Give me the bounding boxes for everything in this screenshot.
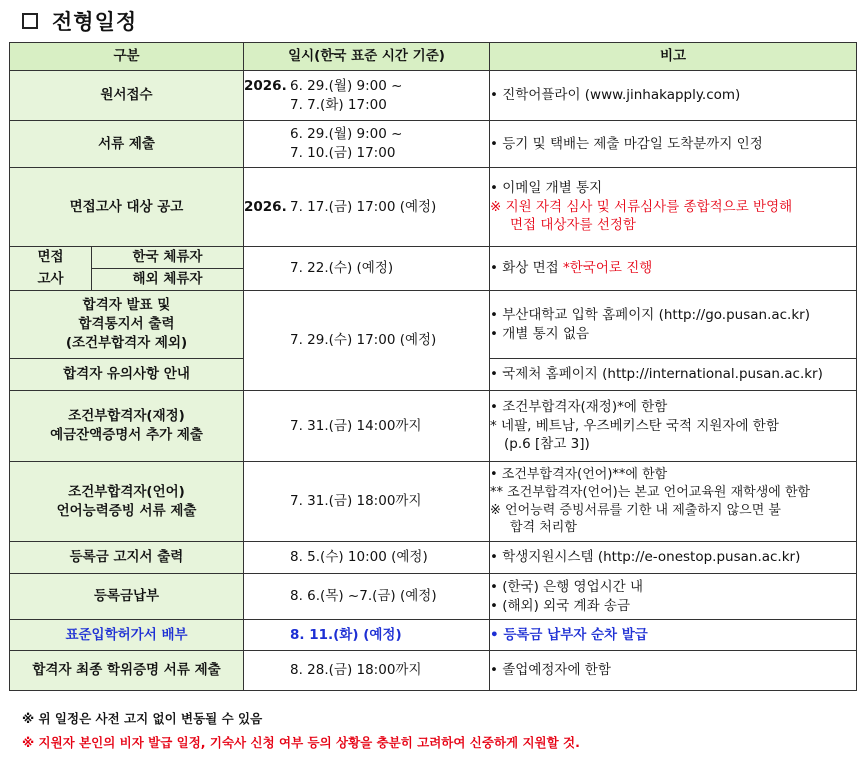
note-warning: ※ 지원 자격 심사 및 서류심사를 종합적으로 반영해 [490, 198, 793, 215]
note-line: • 화상 면접 [490, 260, 564, 277]
row-note [490, 291, 857, 359]
date-line: 6. 29.(월) 9:00 ~ [290, 77, 403, 94]
row-date [244, 291, 490, 391]
year-label: 2026. [244, 198, 287, 215]
row-note: • 진학어플라이 (www.jinhakapply.com) [490, 71, 857, 121]
table-row [10, 542, 857, 574]
row-date [244, 620, 490, 651]
row-category: 등록금납부 [10, 574, 244, 620]
row-date [244, 542, 490, 574]
table-header-row [10, 43, 857, 71]
checkbox-icon [22, 13, 38, 29]
category-line: 합격자 발표 및 [82, 297, 171, 314]
row-category: 등록금 고지서 출력 [10, 542, 244, 574]
note-warning: 면접 대상자를 선정함 [510, 217, 636, 234]
row-note [490, 391, 857, 462]
schedule-table [9, 42, 857, 691]
row-category: 면접고사 대상 공고 [10, 168, 244, 247]
table-row [10, 168, 857, 247]
note-line: • (해외) 외국 계좌 송금 [490, 597, 630, 614]
date-line: 7. 22.(수) (예정) [290, 260, 394, 277]
row-note: • 등기 및 택배는 제출 마감일 도착분까지 인정 [490, 121, 857, 168]
header-datetime: 일시(한국 표준 시간 기준) [244, 43, 490, 71]
date-line: 8. 5.(수) 10:00 (예정) [290, 549, 428, 566]
year-label: 2026. [244, 77, 287, 94]
section-title [22, 6, 137, 36]
category-line: 예금잔액증명서 추가 제출 [50, 427, 203, 443]
category-line: 조건부합격자(재정) [68, 408, 185, 425]
category-line: 합격통지서 출력 [78, 316, 175, 333]
note-line: • 개별 통지 없음 [490, 325, 590, 342]
row-category [10, 291, 244, 359]
row-note [490, 247, 857, 291]
date-line: 8. 11.(화) (예정) [290, 626, 402, 643]
note-line: • 조건부합격자(언어)**에 한함 [490, 467, 668, 483]
row-date [244, 462, 490, 542]
table-row [10, 391, 857, 462]
date-line: 7. 7.(화) 17:00 [290, 96, 387, 113]
row-note: • 국제처 홈페이지 (http://international.pusan.ac.kr) [490, 359, 857, 391]
header-note: 비고 [490, 43, 857, 71]
row-date [244, 574, 490, 620]
row-date [244, 247, 490, 291]
category-line: 언어능력증빙 서류 제출 [56, 502, 197, 519]
note-line: • 부산대학교 입학 홈페이지 (http://go.pusan.ac.kr) [490, 306, 810, 323]
row-date [244, 121, 490, 168]
row-category: 서류 제출 [10, 121, 244, 168]
row-category: 원서접수 [10, 71, 244, 121]
table-row [10, 462, 857, 542]
row-note: • 학생지원시스템 (http://e-onestop.pusan.ac.kr) [490, 542, 857, 574]
row-date [244, 391, 490, 462]
page-title: 전형일정 [52, 10, 138, 34]
footnote-1: ※ 위 일정은 사전 고지 없이 변동될 수 있음 [22, 711, 263, 726]
note-line: ※ 언어능력 증빙서류를 기한 내 제출하지 않으면 불 [490, 502, 781, 518]
note-highlight: *한국어로 진행 [563, 260, 653, 277]
row-note [490, 168, 857, 247]
row-category-interview: 고사 [10, 269, 92, 291]
note-line: (p.6 [참고 3]) [504, 436, 590, 453]
category-line: 조건부합격자(언어) [68, 483, 185, 500]
row-subcategory: 한국 체류자 [92, 247, 244, 269]
row-date [244, 71, 490, 121]
date-line: 7. 29.(수) 17:00 (예정) [290, 332, 437, 349]
date-line: 6. 29.(월) 9:00 ~ [290, 126, 403, 143]
row-note [490, 574, 857, 620]
table-row [10, 574, 857, 620]
header-category: 구분 [10, 43, 244, 71]
row-category: 표준입학허가서 배부 [10, 620, 244, 651]
note-line: • (한국) 은행 영업시간 내 [490, 578, 644, 595]
note-line: * 네팔, 베트남, 우즈베키스탄 국적 지원자에 한함 [490, 417, 779, 434]
date-line: 8. 28.(금) 18:00까지 [290, 662, 422, 679]
date-line: 7. 17.(금) 17:00 (예정) [290, 198, 437, 215]
row-date [244, 651, 490, 691]
table-row [10, 121, 857, 168]
row-category-interview: 면접 [10, 247, 92, 269]
row-category: 합격자 유의사항 안내 [10, 359, 244, 391]
row-category: 합격자 최종 학위증명 서류 제출 [10, 651, 244, 691]
date-line: 7. 31.(금) 14:00까지 [290, 417, 422, 434]
footnote-2: ※ 지원자 본인의 비자 발급 일정, 기숙사 신청 여부 등의 상황을 충분히 고려하여 신중하게 지원할 것. [22, 735, 580, 750]
note-line: • 조건부합격자(재정)*에 한함 [490, 398, 668, 415]
note-line: • 이메일 개별 통지 [490, 179, 603, 196]
row-category [10, 391, 244, 462]
row-note [490, 462, 857, 542]
row-date [244, 168, 490, 247]
date-line: 7. 31.(금) 18:00까지 [290, 493, 422, 510]
note-line: ** 조건부합격자(언어)는 본교 언어교육원 재학생에 한함 [490, 484, 811, 500]
row-note: • 등록금 납부자 순차 발급 [490, 620, 857, 651]
table-row [10, 620, 857, 651]
row-subcategory: 해외 체류자 [92, 269, 244, 291]
table-row [10, 71, 857, 121]
table-row [10, 247, 857, 269]
table-row [10, 651, 857, 691]
table-row [10, 291, 857, 359]
note-line: 합격 처리함 [510, 520, 577, 536]
date-line: 8. 6.(목) ~7.(금) (예정) [290, 588, 437, 605]
date-line: 7. 10.(금) 17:00 [290, 145, 396, 161]
row-note: • 졸업예정자에 한함 [490, 651, 857, 691]
category-line: (조건부합격자 제외) [65, 334, 188, 351]
row-category [10, 462, 244, 542]
